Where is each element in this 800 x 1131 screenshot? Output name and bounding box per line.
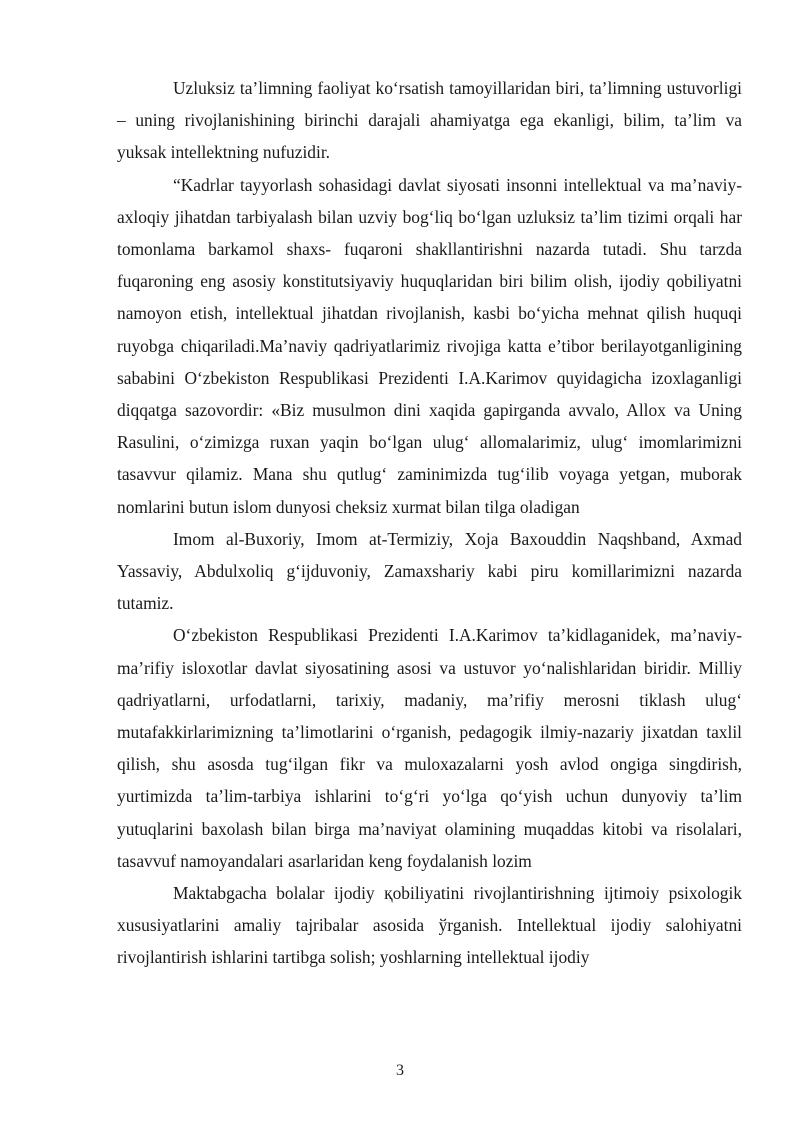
paragraph-5: Maktabgacha bolalar ijodiy қobiliyatini rivojlantirishning ijtimoiy psixologik xususiyatlarini amaliy tajribalar asosida ўrganish. Intellektual ijodiy salohiyatni rivojlantirish ishlarini tartibga solish; yoshlarning intellektual ijodiy [117, 883, 742, 968]
page-body [117, 72, 742, 974]
paragraph-1: Uzluksiz ta’limning faoliyat ko‘rsatish tamoyillaridan biri, ta’limning ustuvorligi – uning rivojlanishining birinchi darajali ahamiyatga ega ekanligi, bilim, ta’lim va yuksak intellektning nufuzidir. [117, 78, 742, 163]
paragraph-3: Imom al-Buxoriy, Imom at-Termiziy, Xoja Baxouddin Naqshband, Axmad Yassaviy, Abdulxoliq g‘ijduvoniy, Zamaxshariy kabi piru komillarimizni nazarda tutamiz. [117, 528, 742, 614]
page-number: 3 [396, 1062, 404, 1079]
paragraph-4: O‘zbekiston Respublikasi Prezidenti I.A.Karimov ta’kidlaganidek, ma’naviy-ma’rifiy isloxotlar davlat siyosatining asosi va ustuvor yo‘nalishlaridan biridir. Milliy qadriyatlarni, urfodatlarni, tarixiy, madaniy, ma’rifiy merosni tiklash ulug‘ mutafakkirlarimizning ta’limotlarini o‘rganish, pedagogik ilmiy-nazariy jixatdan taxlil qilish, shu asosda tug‘ilgan fikr va muloxazalarni yosh avlod ongiga singdirish, yurtimizda ta’lim-tarbiya ishlarini to‘g‘ri yo‘lga qo‘yish uchun dunyoviy ta’lim yutuqlarini baxolash bilan birga ma’naviyat olamining muqaddas kitobi va risolalari, tasavvuf namoyandalari asarlaridan keng foydalanish lozim [117, 625, 742, 871]
paragraph-2: “Kadrlar tayyorlash sohasidagi davlat siyosati insonni intellektual va ma’naviy-axloqiy jihatdan tarbiyalash bilan uzviy bog‘liq bo‘lgan uzluksiz ta’lim tizimi orqali har tomonlama barkamol shaxs- fuqaroni shakllantirishni nazarda tutadi. Shu tarzda fuqaroning eng asosiy konstitutsiyaviy huquqlaridan biri bilim olish, ijodiy qobiliyatni namoyon etish, intellektual jihatdan rivojlanish, kasbi bo‘yicha mehnat qilish huquqi ruyobga chiqariladi.Ma’naviy qadriyatlarimiz rivojiga katta e’tibor berilayotganligining sababini O‘zbekiston Respublikasi Prezidenti I.A.Karimov quyidagicha izoxlaganligi diqqatga sazovordir: «Biz musulmon dini xaqida gapirganda avvalo, Allox va Uning Rasulini, o‘zimizga ruxan yaqin bo‘lgan ulug‘ allomalarimiz, ulug‘ imomlarimizni tasavvur qilamiz. Mana shu qutlug‘ zaminimizda tug‘ilib voyaga yetgan, muborak nomlarini butun islom dunyosi cheksiz xurmat bilan tilga oladigan [117, 174, 742, 517]
